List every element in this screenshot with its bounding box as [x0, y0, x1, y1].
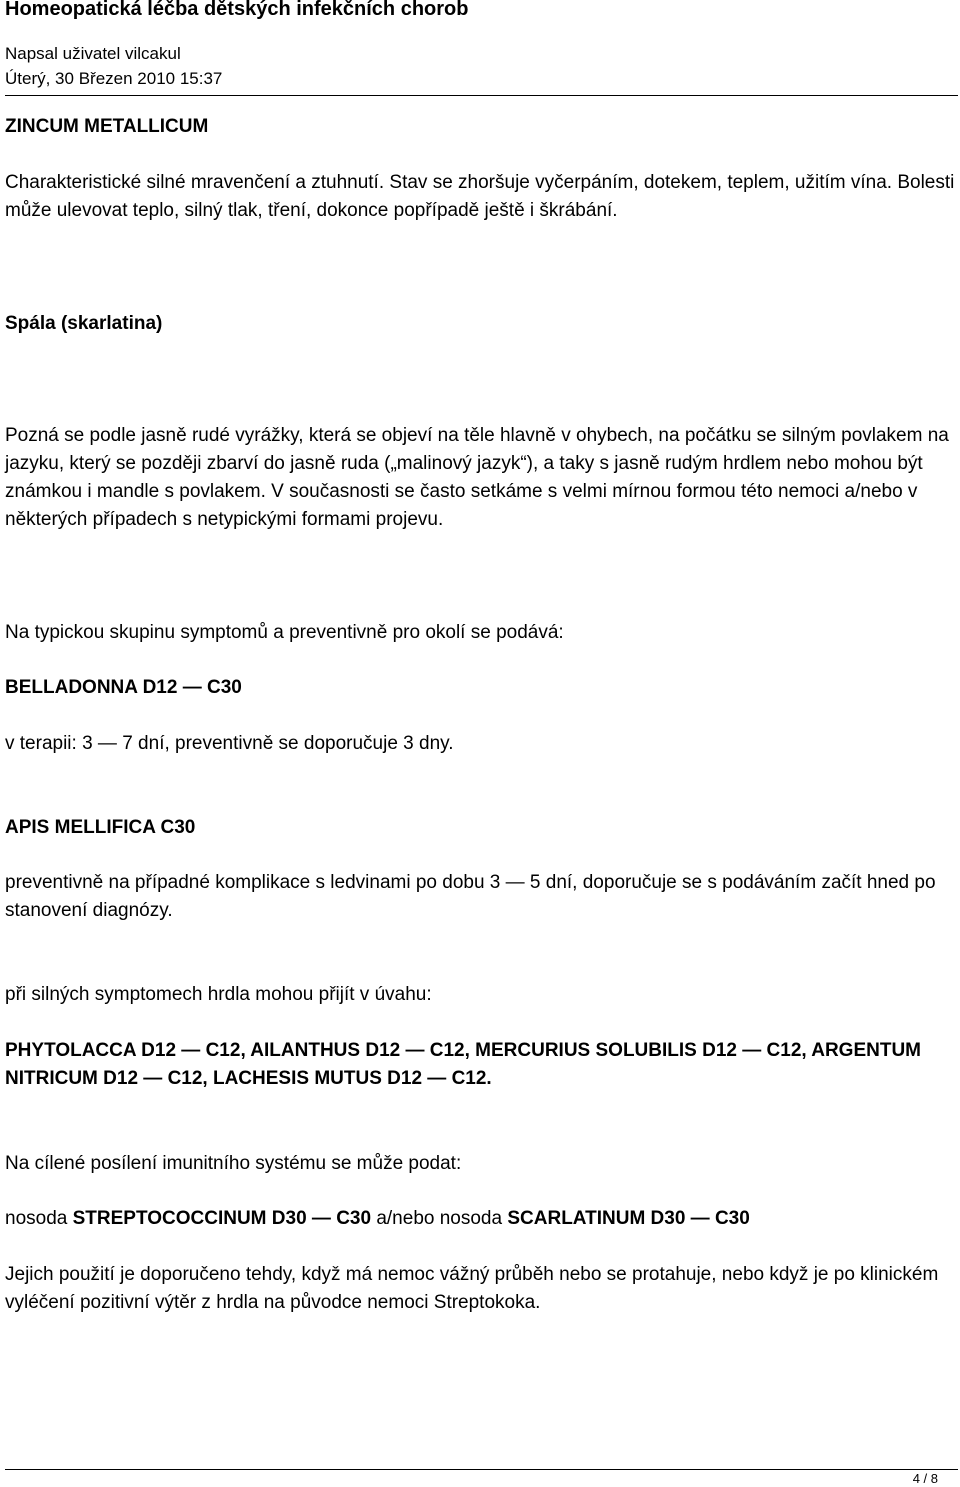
footer-divider	[5, 1469, 958, 1470]
nosoda-prefix: nosoda	[5, 1208, 73, 1229]
remedies-list: PHYTOLACCA D12 — C12, AILANTHUS D12 — C12, MERCURIUS SOLUBILIS D12 — C12, ARGENTUM NITRICUM D12 — C12, LACHESIS MUTUS D12 — C12.	[5, 1040, 922, 1089]
page-number: 4 / 8	[912, 1471, 938, 1486]
document-title: Homeopatická léčba dětských infekčních chorob	[5, 0, 469, 20]
nosoda-streptococcinum: STREPTOCOCCINUM D30 — C30	[72, 1208, 372, 1229]
date-line: Úterý, 30 Březen 2010 15:37	[5, 69, 223, 88]
apis-remedy: APIS MELLIFICA C30	[5, 817, 196, 838]
usage-paragraph: Jejich použití je doporučeno tehdy, když má nemoc vážný průběh nebo se protahuje, nebo když je po klinickém vyléčení pozitivní výtěr z hrdla na původce nemoci Streptokoka.	[5, 1264, 939, 1313]
header-divider	[5, 95, 958, 96]
nosoda-middle: a/nebo nosoda	[371, 1208, 508, 1229]
author-line: Napsal uživatel vilcakul	[5, 44, 181, 63]
apis-paragraph: preventivně na případné komplikace s ledvinami po dobu 3 — 5 dní, doporučuje se s podáváním začít hned po stanovení diagnózy.	[5, 872, 936, 921]
strong-symptoms-text: při silných symptomech hrdla mohou přijít v úvahu:	[5, 984, 432, 1005]
nosoda-line	[5, 1205, 955, 1233]
spala-heading: Spála (skarlatina)	[5, 313, 163, 334]
belladonna-remedy: BELLADONNA D12 — C30	[5, 677, 242, 698]
spala-paragraph: Pozná se podle jasně rudé vyrážky, která se objeví na těle hlavně v ohybech, na počátku se silným povlakem na jazyku, který se později zbarví do jasně ruda („malinový jazyk“), a taky s jasně rudým hrdlem nebo mohou být známkou i mandle s povlakem. V současnosti se často setkáme s velmi mírnou formou této nemoci a/nebo v některých případech s netypickými formami projevu.	[5, 425, 949, 530]
nosoda-scarlatinum: SCARLATINUM D30 — C30	[507, 1208, 750, 1229]
typical-group-text: Na typickou skupinu symptomů a preventivně pro okolí se podává:	[5, 622, 564, 643]
zincum-paragraph: Charakteristické silné mravenčení a ztuhnutí. Stav se zhoršuje vyčerpáním, dotekem, teplem, užitím vína. Bolesti může ulevovat teplo, silný tlak, tření, dokonce popřípadě ještě i škrábání.	[5, 172, 955, 221]
immunity-text: Na cílené posílení imunitního systému se může podat:	[5, 1153, 462, 1174]
belladonna-therapy: v terapii: 3 — 7 dní, preventivně se doporučuje 3 dny.	[5, 733, 454, 754]
zincum-heading: ZINCUM METALLICUM	[5, 116, 209, 137]
